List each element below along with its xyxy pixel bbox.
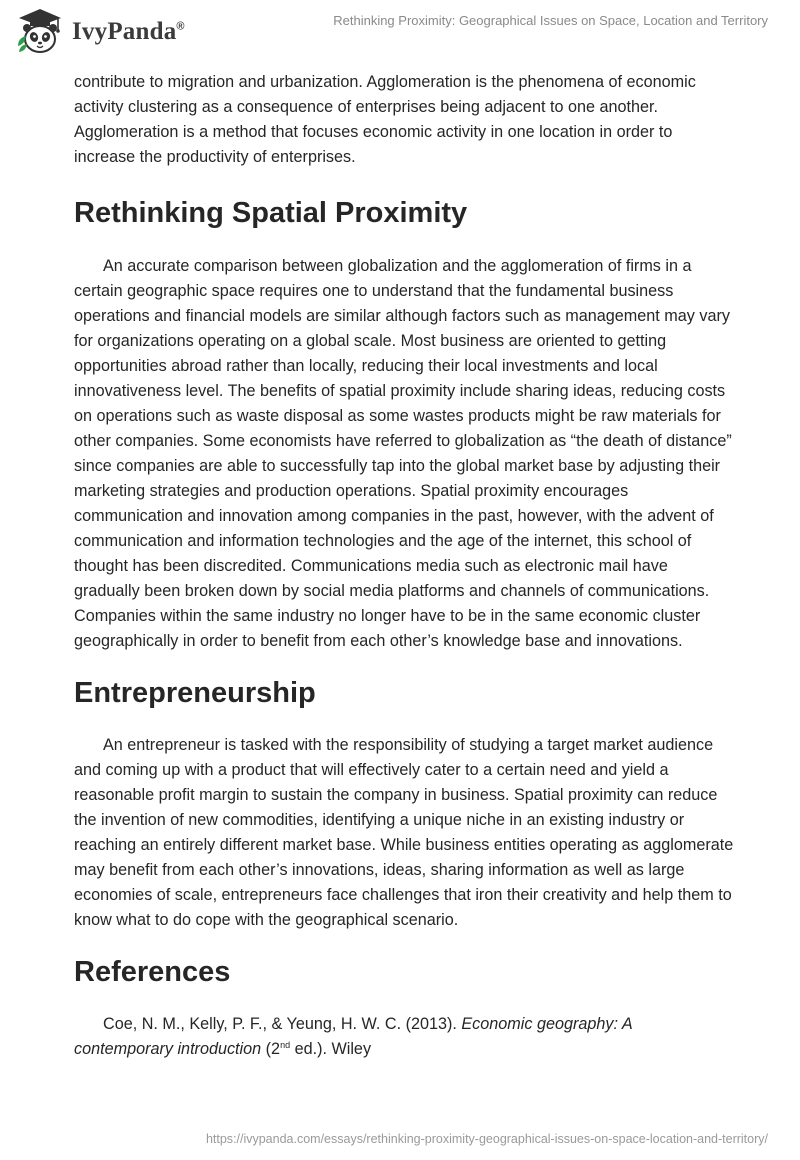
reference-item xyxy=(74,1012,734,1062)
reference-title: Economic geography: A contemporary introduction xyxy=(74,1015,633,1058)
panda-graduate-icon xyxy=(14,6,66,58)
ivypanda-logo[interactable] xyxy=(14,6,185,58)
essay-content xyxy=(74,70,734,1062)
entrepreneurship-paragraph: An entrepreneur is tasked with the responsibility of studying a target market audience and coming up with a product that will effectively cater to a certain need and yield a reasonable profit margin to sustain the company in business. Spatial proximity can reduce the invention of new commodities, identifying a unique niche in an existing industry or reaching an entirely different market base. While business entities operating as agglomerate may benefit from each other’s innovations, ideas, sharing information as well as large economies of scale, entrepreneurs face challenges that iron their creativity and help them to know what to do cope with the geographical scenario. xyxy=(74,736,734,929)
reference-edition-open: (2 xyxy=(265,1040,281,1058)
reference-authors: Coe, N. M., Kelly, P. F., & Yeung, H. W. C. (2013). xyxy=(103,1015,457,1033)
page-header xyxy=(0,0,800,64)
logo-text: IvyPanda xyxy=(72,18,177,45)
spatial-proximity-paragraph: An accurate comparison between globalization and the agglomeration of firms in a certain geographic space requires one to understand that the fundamental business operations and financial models are similar although factors such as management may vary for organizations operating on a global scale. Most business are oriented to getting opportunities abroad rather than locally, reducing their local investments and local innovativeness level. The benefits of spatial proximity include sharing ideas, reducing costs on operations such as waste disposal as some wastes products might be raw materials for other companies. Some economists have referred to globalization as “the death of distance” since companies are able to successfully tap into the global market base by adjusting their marketing strategies and production operations. Spatial proximity encourages communication and innovation among companies in the past, however, with the advent of communication and information technologies and the age of the internet, this school of thought has been discredited. Communications media such as electronic mail have gradually been broken down by social media platforms and channels of communications. Companies within the same industry no longer have to be in the same economic cluster geographically in order to benefit from each other’s knowledge base and innovations. xyxy=(74,257,732,650)
heading-entrepreneurship: Entrepreneurship xyxy=(74,677,316,709)
reference-edition-close: ed.). Wiley xyxy=(290,1040,372,1058)
registered-mark: ® xyxy=(176,20,185,33)
intro-paragraph: contribute to migration and urbanization. Agglomeration is the phenomena of economic activity clustering as a consequence of enterprises being adjacent to one another. Agglomeration is a method that focuses economic activity in one location in order to increase the productivity of enterprises. xyxy=(74,73,696,166)
reference-edition-sup: nd xyxy=(280,1040,291,1050)
heading-references: References xyxy=(74,956,231,988)
source-url-link[interactable]: https://ivypanda.com/essays/rethinking-proximity-geographical-issues-on-space-location-and-territory/ xyxy=(205,1132,768,1146)
logo-wordmark xyxy=(72,18,185,46)
heading-rethinking-spatial-proximity: Rethinking Spatial Proximity xyxy=(74,197,468,229)
document-title: Rethinking Proximity: Geographical Issues on Space, Location and Territory xyxy=(333,13,768,28)
